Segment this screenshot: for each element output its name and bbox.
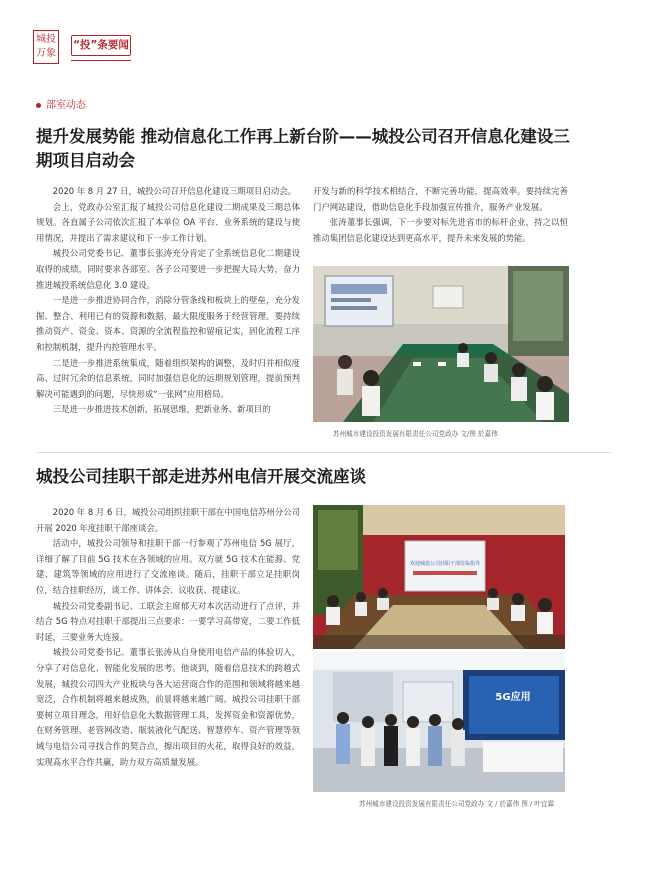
paragraph: 三是进一步推进技术创新，拓展思维，把新业务、新项目的	[52, 404, 271, 415]
paragraph: 活动中，城投公司领导和挂职干部一行参观了苏州电信 5G 展厅，详细了解了目前 5G 技术在各领域的应用。双方就 5G 技术在能源、党建、建筑等领域的应用进行了交流座谈。随后，挂职干部立足挂职岗位，结合挂职经历，谈工作、讲体会、议收获、提建议。	[36, 538, 300, 595]
paragraph: 2020 年 8 月 27 日，城投公司召开信息化建设三期项目启动会。	[52, 186, 297, 196]
conference-photo	[313, 505, 565, 649]
conference-photo-illustration	[313, 505, 565, 649]
paragraph: 城投公司党委副书记、工联会主席郁天对本次活动进行了点评，并结合 5G 特点对挂职干部提出三点要求：一要学习高带宽，二要工作低时延，三要业务大连接。	[36, 600, 300, 642]
column-tag: “投”条要闻	[71, 35, 131, 56]
bullet-icon	[36, 103, 41, 108]
section-label-text: 部室动态	[46, 100, 86, 111]
section-label	[36, 96, 86, 111]
meeting-photo-illustration	[313, 266, 569, 422]
article-divider	[36, 452, 612, 453]
article1-column-2	[313, 184, 568, 246]
paragraph: 城投公司党委书记、董事长张涛从自身使用电信产品的体验切入，分享了对信息化、智能化发展的思考。他谈到，随着信息技术的跨越式发展，城投公司四大产业板块与各大运营商合作的范围和领域将越来越宽泛，合作机制将越来越成熟，前景将越来越广阔。城投公司挂职干部要树立项目理念，用好信息化大数据管理工具，发挥资金和资源优势，在财务管理、老管网改造、瓶装液化气配送、智慧停车、资产管理等领域与电信公司寻找合作的契合点，擦出项目的火花，取得良好的效益，实现高水平合作共赢，助力双方高质量发展。	[36, 647, 300, 767]
screen-banner: 欢迎城投公司挂职干部莅临指导	[409, 561, 481, 567]
article2-body	[36, 505, 300, 770]
paragraph: 一是进一步推进协同合作，消除分管条线和板块上的壁垒，充分发掘、整合、利用已有的资源和数据，最大限度服务于经营管理。要持续推动资产、资金、资本、资源的全流程监控和留痕记实，固化流程工序和控制机制，提升内控管理水平。	[36, 295, 300, 352]
paragraph: 二是进一步推进系统集成，随着组织架构的调整，及时归并相似度高、过时冗余的信息系统，同时加强信息化的远期规划管理，提前预判解决可能遇到的问题，尽快形成“一张网”应用格局。	[36, 357, 300, 399]
meeting-photo	[313, 266, 569, 422]
magazine-logo	[33, 30, 59, 64]
paragraph: 会上，党政办公室汇报了城投公司信息化建设二期成果及三期总体规划。各直属子公司依次汇报了本单位 OA 平台、业务系统的建设与使用情况，并提出了需求建议和下一步工作计划。	[36, 201, 300, 243]
paragraph: 张涛董事长强调，下一步要对标先进省市的标杆企业，持之以恒推动集团信息化建设达到更高水平，提升未来发展的势能。	[313, 217, 568, 243]
header-underline	[71, 60, 131, 61]
screen-5g-label: 5G应用	[495, 692, 531, 703]
article2-caption: 苏州城市建设投资发展有限责任公司党政办 文 / 於嘉伟 图 / 叶宜霖	[359, 800, 555, 808]
logo-line-2: 万象	[36, 48, 56, 59]
article1-caption: 苏州城市建设投资发展有限责任公司党政办 文/图 於嘉伟	[333, 430, 498, 438]
paragraph: 城投公司党委书记、董事长张涛充分肯定了全系统信息化二期建设取得的成绩，同时要求各部室、各子公司要进一步把握大局大势，奋力推进城投系统信息化 3.0 建设。	[36, 248, 300, 290]
paragraph: 开发与新的科学技术相结合，不断完善功能，提高效率。要持续完善门户网站建设，借助信息化手段加强宣传推介，服务产业发展。	[313, 186, 568, 212]
article1-column-1	[36, 184, 300, 418]
showroom-photo-illustration	[313, 652, 565, 792]
paragraph: 2020 年 8 月 6 日，城投公司组织挂职干部在中国电信苏州分公司开展 2020 年度挂职干部座谈会。	[36, 507, 300, 533]
article1-title: 提升发展势能 推动信息化工作再上新台阶——城投公司召开信息化建设三期项目启动会	[36, 127, 570, 170]
logo-line-1: 城投	[36, 34, 56, 45]
article2-title: 城投公司挂职干部走进苏州电信开展交流座谈	[36, 467, 366, 486]
showroom-photo	[313, 652, 565, 792]
